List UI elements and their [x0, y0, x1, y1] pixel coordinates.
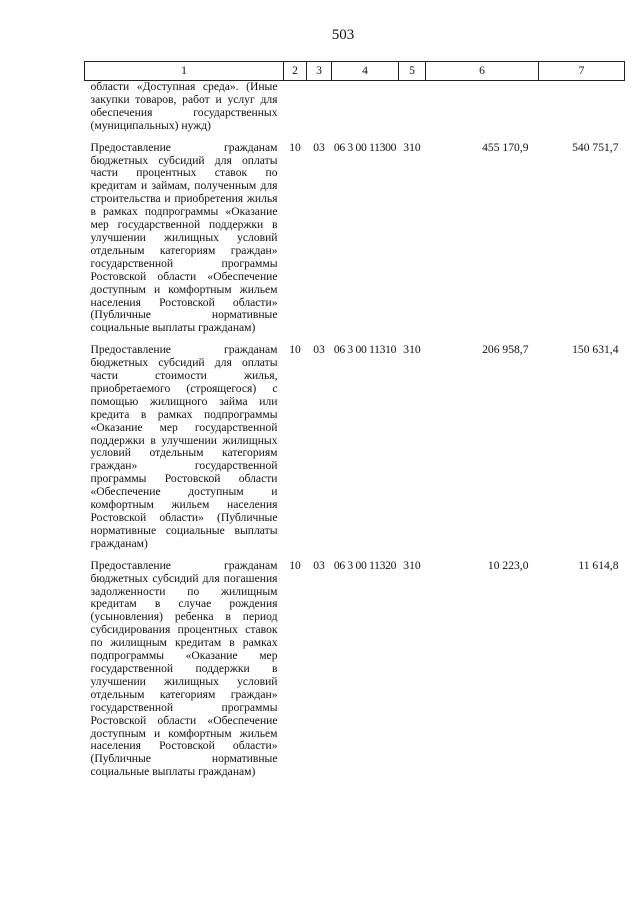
table-row [85, 560, 625, 779]
row-target-code: 06 3 00 11320 [333, 558, 397, 572]
row-subsection: 03 [313, 558, 325, 572]
row-amount-2: 540 751,7 [572, 140, 619, 154]
row-subsection [307, 81, 332, 133]
column-header-5: 5 [399, 62, 426, 81]
row-amount-1: 10 223,0 [487, 558, 529, 572]
row-section: 10 [289, 343, 301, 357]
row-description: Предоставление гражданам бюджетных субсидий для оплаты части процентных ставок по кредитам и займам, полученным для строительства и приобретения жилья в рамках подпрограммы «Оказание мер государственной поддержки в улучшении жилищных условий отдельным категориям граждан» государственной программы Ростовской области «Обеспечение доступным и комфортным жильем населения Ростовской области» (Публичные нормативные социальные выплаты гражданам) [90, 140, 278, 335]
table-header-row [85, 62, 625, 81]
row-amount-2: 11 614,8 [578, 558, 619, 572]
row-amount-1: 455 170,9 [482, 140, 529, 154]
column-header-2: 2 [284, 62, 307, 81]
row-target-code: 06 3 00 11300 [333, 140, 397, 154]
table-row [85, 81, 625, 133]
row-target-code [332, 81, 399, 133]
row-description: области «Доступная среда». (Иные закупки товаров, работ и услуг для обеспечения государственных (муниципальных) нужд) [90, 80, 278, 132]
row-target-code: 06 3 00 11310 [333, 343, 397, 357]
row-subsection: 03 [313, 140, 325, 154]
row-expense-type: 310 [403, 558, 421, 572]
row-amount-2: 150 631,4 [572, 343, 619, 357]
column-header-3: 3 [307, 62, 332, 81]
row-amount-2 [539, 81, 625, 133]
row-expense-type: 310 [403, 343, 421, 357]
column-header-7: 7 [539, 62, 625, 81]
row-amount-1: 206 958,7 [482, 343, 529, 357]
row-amount-1 [426, 81, 539, 133]
table-row [85, 344, 625, 551]
row-expense-type [399, 81, 426, 133]
row-section: 10 [289, 558, 301, 572]
column-header-4: 4 [332, 62, 399, 81]
row-subsection: 03 [313, 343, 325, 357]
budget-table [84, 61, 625, 779]
row-description: Предоставление гражданам бюджетных субсидий для оплаты части стоимости жилья, приобретаемого (строящегося) с помощью жилищного займа или кредита в рамках подпрограммы «Оказание мер государственной поддержки в улучшении жилищных условий отдельным категориям граждан» государственной программы Ростовской области «Обеспечение доступным и комфортным жильем населения Ростовской области» (Публичные нормативные социальные выплаты гражданам) [90, 343, 278, 550]
table-row [85, 142, 625, 336]
column-header-1: 1 [85, 62, 284, 81]
row-expense-type: 310 [403, 140, 421, 154]
row-section: 10 [289, 140, 301, 154]
column-header-6: 6 [426, 62, 539, 81]
row-description: Предоставление гражданам бюджетных субсидий для погашения задолженности по жилищным кредитам в случае рождения (усыновления) ребенка в период субсидирования процентных ставок по жилищным кредитам в рамках подпрограммы «Оказание мер государственной поддержки в улучшении жилищных условий отдельным категориям граждан» государственной программы Ростовской области «Обеспечение доступным и комфортным жильем населения Ростовской области» (Публичные нормативные социальные выплаты гражданам) [90, 558, 278, 779]
page-number: 503 [331, 27, 355, 43]
row-section [284, 81, 307, 133]
